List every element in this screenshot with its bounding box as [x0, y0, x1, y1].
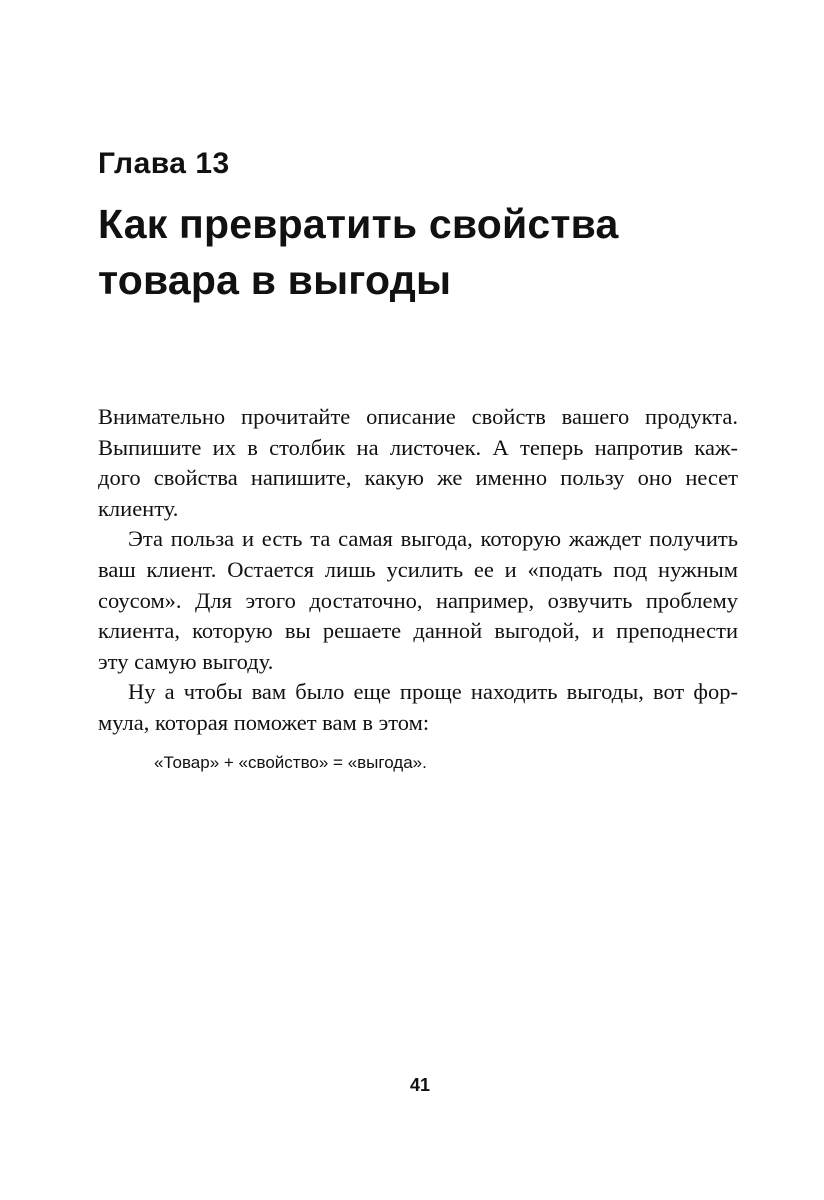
chapter-title-line: Как превратить свойства: [98, 201, 619, 247]
text-line: Ну а чтобы вам было еще проще находить выгоды, вот фор-: [128, 679, 738, 705]
text-line: ваш клиент. Остается лишь усилить ее и «подать под нужным: [98, 556, 738, 582]
paragraph: [98, 677, 738, 738]
chapter-title-line: товара в выгоды: [98, 257, 452, 303]
page-number: 41: [409, 1075, 431, 1095]
text-line: клиенту.: [98, 495, 179, 521]
text-line: мула, которая поможет вам в этом:: [98, 709, 430, 735]
paragraph: [98, 402, 738, 524]
text-line: Выпишите их в столбик на листочек. А теперь напротив каж-: [98, 434, 738, 460]
formula: «Товар» + «свойство» = «выгода».: [154, 753, 427, 772]
text-line: Внимательно прочитайте описание свойств вашего продукта.: [98, 404, 738, 429]
text-line: эту самую выгоду.: [98, 648, 274, 674]
text-line: соусом». Для этого достаточно, например, озвучить проблему: [98, 587, 738, 613]
paragraph: [98, 524, 738, 677]
chapter-label: Глава 13: [98, 147, 230, 180]
text-line: клиента, которую вы решаете данной выгодой, и преподнести: [98, 618, 738, 644]
body-text: [98, 402, 738, 739]
text-line: Эта польза и есть та самая выгода, которую жаждет получить: [128, 526, 738, 552]
chapter-title: [98, 196, 738, 308]
text-line: дого свойства напишите, какую же именно пользу оно несет: [98, 465, 738, 491]
